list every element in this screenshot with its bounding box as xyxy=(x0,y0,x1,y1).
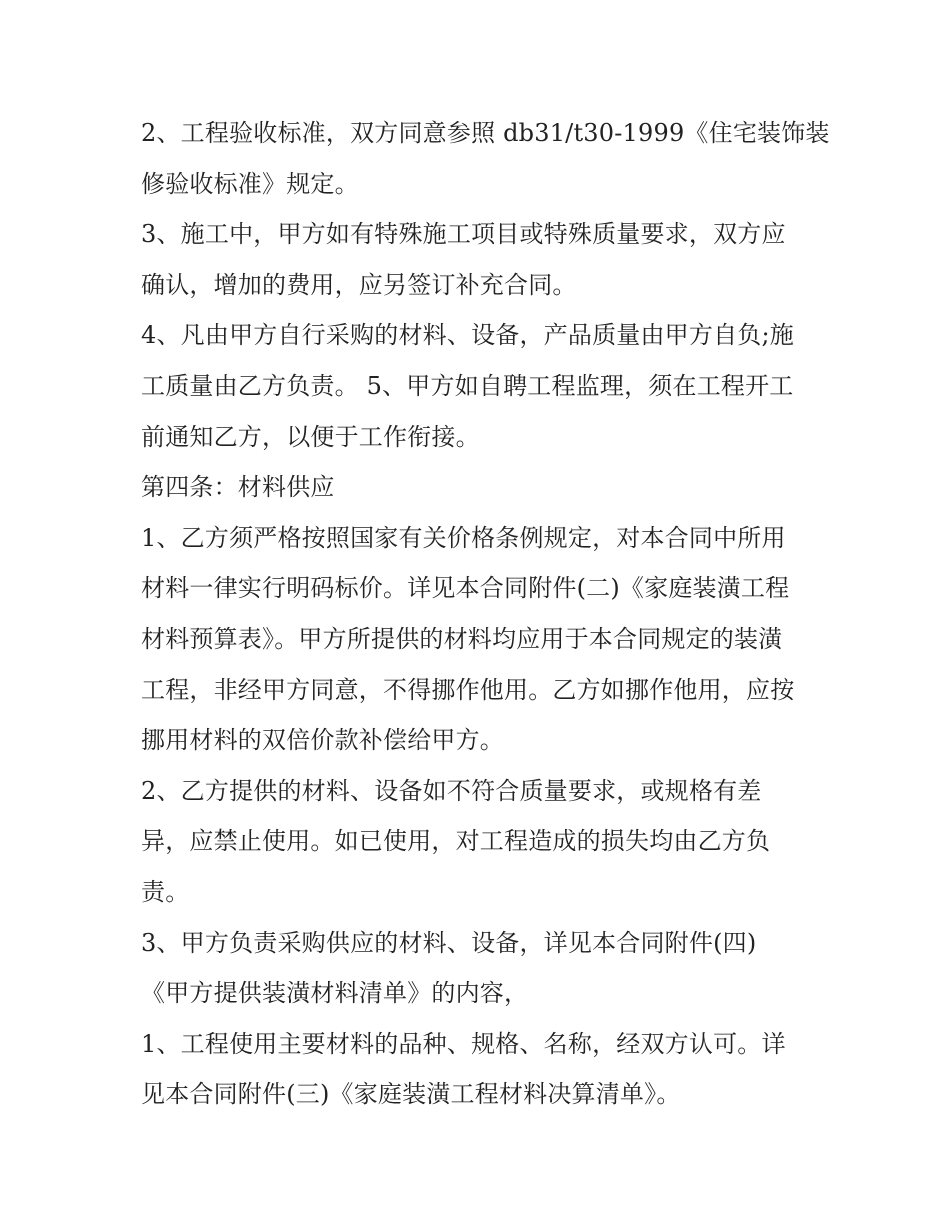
text-line: 异，应禁止使用。如已使用，对工程造成的损失均由乙方负 xyxy=(141,827,771,856)
text-line: 2、工程验收标准，双方同意参照 db31/t30-1999《住宅装饰装 xyxy=(141,119,830,147)
text-line: 3、施工中，甲方如有特殊施工项目或特殊质量要求，双方应 xyxy=(141,220,786,249)
text-line: 挪用材料的双倍价款补偿给甲方。 xyxy=(141,726,504,755)
document-body xyxy=(141,108,830,1120)
text-line: 3、甲方负责采购供应的材料、设备，详见本合同附件(四) xyxy=(141,928,757,957)
text-line: 1、乙方须严格按照国家有关价格条例规定，对本合同中所用 xyxy=(141,523,786,552)
text-line: 工质量由乙方负责。 5、甲方如自聘工程监理，须在工程开工 xyxy=(141,371,794,400)
text-line: 见本合同附件(三)《家庭装潢工程材料决算清单》。 xyxy=(141,1080,681,1109)
text-line: 材料一律实行明码标价。详见本合同附件(二)《家庭装潢工程 xyxy=(141,574,790,603)
text-line: 责。 xyxy=(141,877,190,906)
text-line: 材料预算表》。甲方所提供的材料均应用于本合同规定的装潢 xyxy=(141,624,783,653)
text-line: 《甲方提供装潢材料清单》的内容， xyxy=(141,979,529,1008)
text-line: 2、乙方提供的材料、设备如不符合质量要求，或规格有差 xyxy=(141,776,762,805)
text-line: 1、工程使用主要材料的品种、规格、名称，经双方认可。详 xyxy=(141,1029,786,1058)
text-line: 修验收标准》规定。 xyxy=(141,169,359,198)
text-line: 4、凡由甲方自行采购的材料、设备，产品质量由甲方自负;施 xyxy=(141,321,794,350)
text-line: 确认，增加的费用，应另签订补充合同。 xyxy=(141,270,577,299)
text-line: 工程，非经甲方同意，不得挪作他用。乙方如挪作他用，应按 xyxy=(141,675,795,704)
section-heading: 第四条：材料供应 xyxy=(141,473,335,502)
text-line: 前通知乙方，以便于工作衔接。 xyxy=(141,422,480,451)
